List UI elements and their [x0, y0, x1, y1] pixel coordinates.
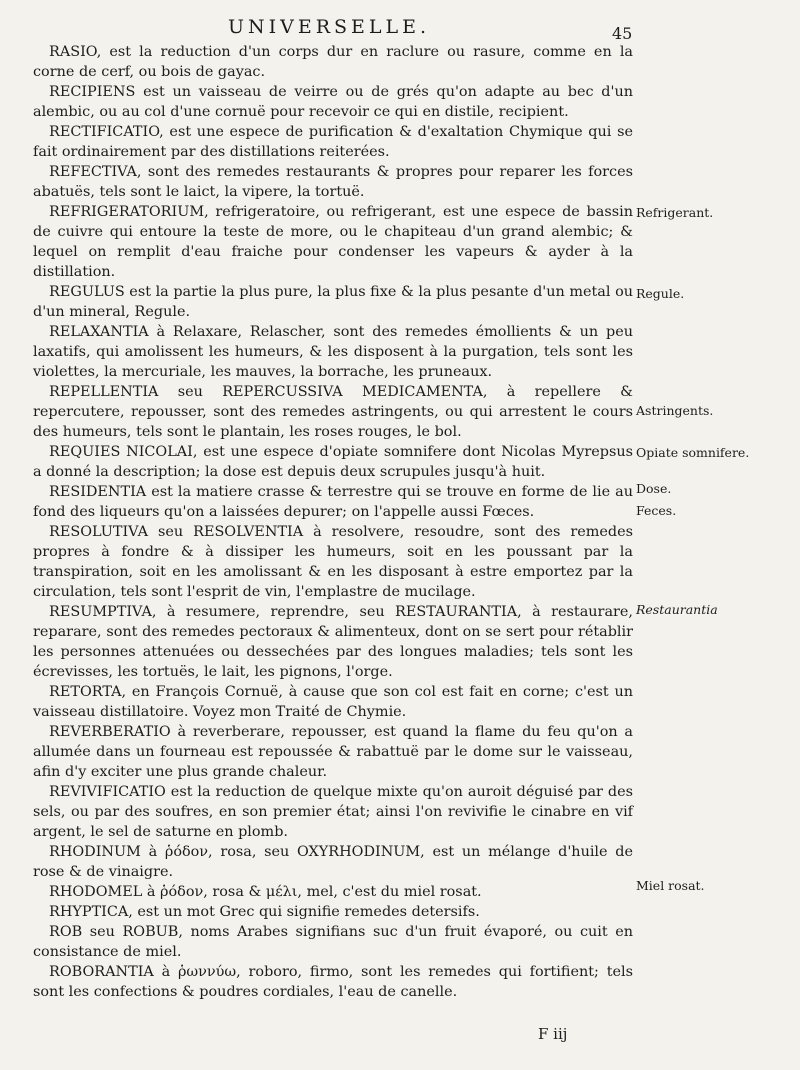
entry-refrigeratorium: REFRIGERATORIUM, refrigeratoire, ou refrigerant, est une espece de bassin de cuivre qui entoure la teste de more, ou le chapiteau d'un grand alembic; & lequel on remplit d'eau fraiche pour condenser les vapeurs & ayder à la distillation.: [33, 204, 633, 280]
signature-mark: F iij: [538, 1025, 568, 1043]
margin-note-refrigerant: Refrigerant.: [636, 205, 714, 220]
entry-requies-nicolai: REQUIES NICOLAI, est une espece d'opiate somnifere dont Nicolas Myrepsus a donné la description; la dose est depuis deux scrupules jusqu'à huit.: [33, 444, 633, 480]
entry-recipiens: RECIPIENS est un vaisseau de veirre ou de grés qu'on adapte au bec d'un alembic, ou au col d'une cornuë pour recevoir ce qui en distile, recipient.: [33, 84, 633, 120]
dictionary-body: [33, 42, 633, 1002]
margin-note-restaurantia: Restaurantia: [636, 602, 718, 617]
entry-rhyptica: RHYPTICA, est un mot Grec qui signifie remedes detersifs.: [49, 904, 480, 920]
margin-note-dose: Dose.: [636, 481, 672, 496]
entry-rectificatio: RECTIFICATIO, est une espece de purification & d'exaltation Chymique qui se fait ordinairement par des distillations reiterées.: [33, 124, 633, 160]
entry-regulus: REGULUS est la partie la plus pure, la plus fixe & la plus pesante d'un metal ou d'un mineral, Regule.: [33, 284, 633, 320]
margin-note-opiate: Opiate somnifere.: [636, 445, 750, 460]
page-number: 45: [612, 24, 633, 43]
entry-roborantia: ROBORANTIA à ῥωννύω, roboro, firmo, sont les remedes qui fortifient; tels sont les confections & poudres cordiales, l'eau de canelle.: [33, 964, 633, 1000]
entry-repellentia: REPELLENTIA seu REPERCUSSIVA MEDICAMENTA, à repellere & repercutere, repousser, sont des remedes astringents, ou qui arrestent le cours des humeurs, tels sont le plantain, les roses rouges, le bol.: [33, 384, 633, 440]
margin-note-regule: Regule.: [636, 286, 685, 301]
entry-rhodomel: RHODOMEL à ῥόδον, rosa & μέλι, mel, c'est du miel rosat.: [49, 884, 482, 900]
entry-resumptiva: RESUMPTIVA, à resumere, reprendre, seu RESTAURANTIA, à restaurare, reparare, sont des remedes pectoraux & alimenteux, dont on se sert pour rétablir les personnes attenuées ou dessechées par des longues maladies; tels sont les écrevisses, les tortuës, le lait, les pignons, l'orge.: [33, 604, 633, 680]
entry-retorta: RETORTA, en François Cornuë, à cause que son col est fait en corne; c'est un vaisseau distillatoire. Voyez mon Traité de Chymie.: [33, 684, 633, 720]
margin-note-feces: Feces.: [636, 503, 677, 518]
margin-note-astringents: Astringents.: [636, 403, 714, 418]
entry-rhodinum: RHODINUM à ῥόδον, rosa, seu OXYRHODINUM, est un mélange d'huile de rose & de vinaigre.: [33, 844, 633, 880]
entry-rob: ROB seu ROBUB, noms Arabes signifians suc d'un fruit évaporé, ou cuit en consistance de miel.: [33, 924, 633, 960]
entry-rasio: RASIO, est la reduction d'un corps dur en raclure ou rasure, comme en la corne de cerf, ou bois de gayac.: [33, 44, 633, 80]
entry-residentia: RESIDENTIA est la matiere crasse & terrestre qui se trouve en forme de lie au fond des liqueurs qu'on a laissées depurer; on l'appelle aussi Fœces.: [33, 484, 633, 520]
entry-resolutiva: RESOLUTIVA seu RESOLVENTIA à resolvere, resoudre, sont des remedes propres à fondre & à dissiper les humeurs, soit en les poussant par la transpiration, soit en les amolissant & en les disposant à estre emportez par la circulation, tels sont l'esprit de vin, l'emplastre de mucilage.: [33, 524, 633, 600]
entry-reverberatio: REVERBERATIO à reverberare, repousser, est quand la flame du feu qu'on a allumée dans un fourneau est repoussée & rabattuë par le dome sur le vaisseau, afin d'y exciter une plus grande chaleur.: [33, 724, 633, 780]
margin-note-miel-rosat: Miel rosat.: [636, 878, 705, 893]
running-head: UNIVERSELLE.: [228, 16, 431, 38]
entry-revivificatio: REVIVIFICATIO est la reduction de quelque mixte qu'on auroit déguisé par des sels, ou par des soufres, en son premier état; ainsi l'on revivifie le cinabre en vif argent, le sel de saturne en plomb.: [33, 784, 633, 840]
entry-relaxantia: RELAXANTIA à Relaxare, Relascher, sont des remedes émollients & un peu laxatifs, qui amolissent les humeurs, & les disposent à la purgation, tels sont les violettes, la mercuriale, les mauves, la borrache, les pruneaux.: [33, 324, 633, 380]
entry-refectiva: REFECTIVA, sont des remedes restaurants & propres pour reparer les forces abatuës, tels sont le laict, la vipere, la tortuë.: [33, 164, 633, 200]
